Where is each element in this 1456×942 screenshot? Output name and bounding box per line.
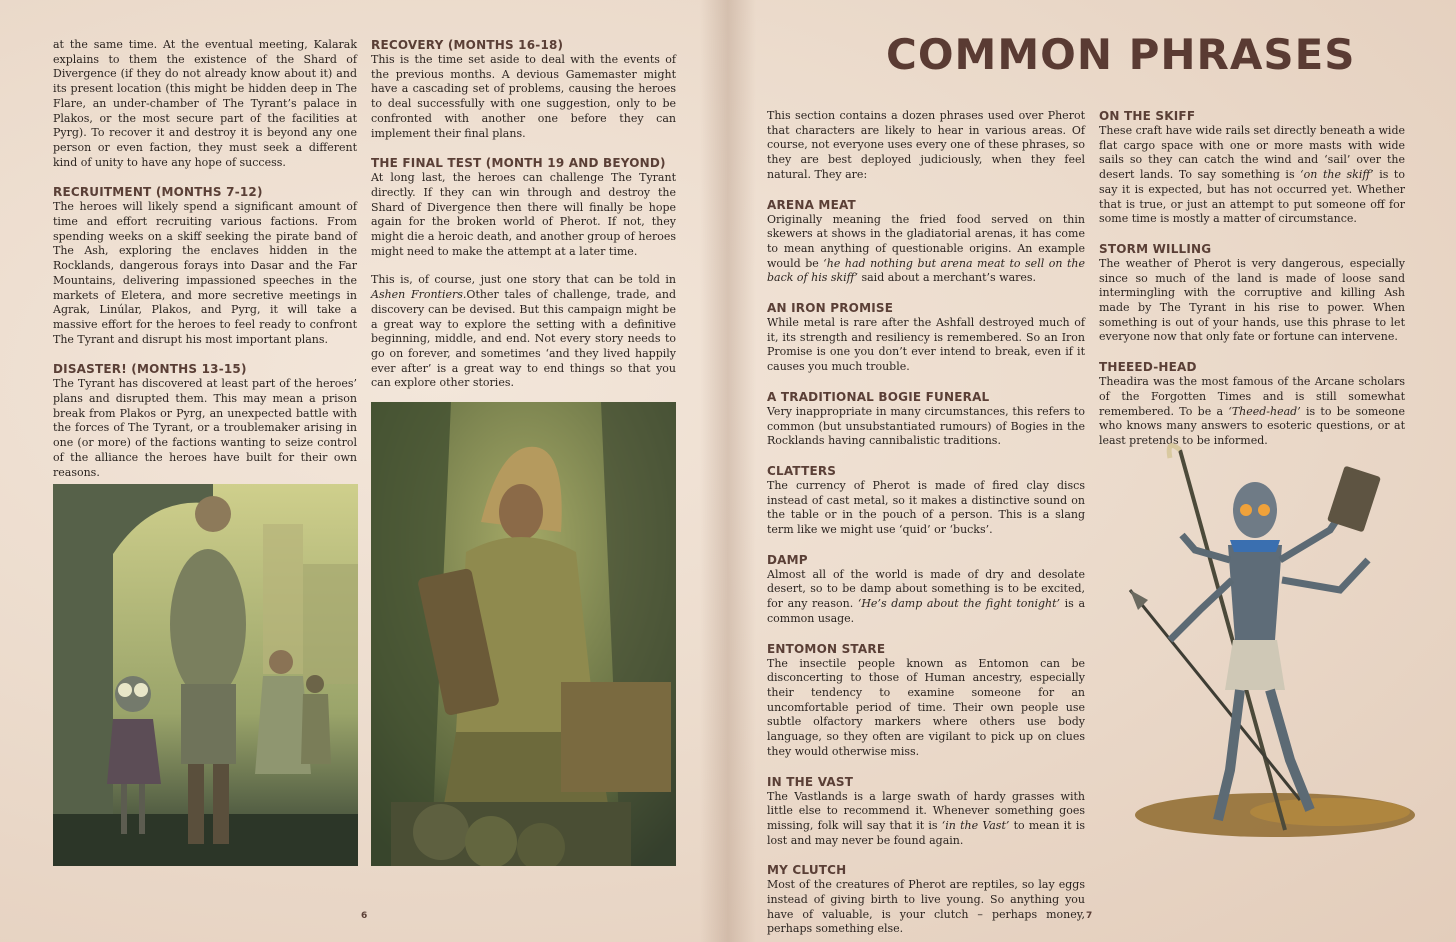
left-column-2 xyxy=(371,38,676,391)
phrase-heading-theeed-head: THEEED-HEAD xyxy=(1099,360,1197,375)
paragraph: Originally meaning the fried food served on thin skewers at shows in the gladiatorial arenas, it has come to mean anything of questionable origins. An example would be ‘he had nothing but arena meat to sell on the back of his skiff’ said about a merchant’s wares. xyxy=(767,212,1085,285)
phrase-heading-arena-meat: ARENA MEAT xyxy=(767,197,856,212)
section-heading-disaster: DISASTER! (MONTHS 13-15) xyxy=(53,362,247,377)
section-heading-recruitment: RECRUITMENT (MONTHS 7-12) xyxy=(53,185,263,200)
paragraph: The currency of Pherot is made of fired clay discs instead of cast metal, so it makes a distinctive sound on the table or in the pouch of a person. This is a slang term like we might use ‘quid’ or ‘bucks’. xyxy=(767,478,1085,537)
phrase-heading-in-the-vast: IN THE VAST xyxy=(767,774,854,789)
paragraph: The Vastlands is a large swath of hardy grasses with little else to recommend it. Whenever something goes missing, folk will say that it is ‘in the Vast’ to mean it is lost and may never be found again. xyxy=(767,789,1085,847)
paragraph: While metal is rare after the Ashfall destroyed much of it, its strength and resiliency is remembered. So an Iron Promise is one you don’t ever intend to break, even if it causes you much trouble. xyxy=(767,316,1085,374)
phrase-heading-iron-promise: AN IRON PROMISE xyxy=(767,301,894,316)
paragraph: Almost all of the world is made of dry and desolate desert, so to be damp about something is to be excited, for any reason. ‘He’s damp about the fight tonight’ is a common usage. xyxy=(767,567,1085,625)
page-number-left: 6 xyxy=(361,911,368,921)
illustration-hooded-scholar xyxy=(371,402,676,866)
paragraph: This section contains a dozen phrases used over Pherot that characters are likely to hear in various areas. Of course, not everyone uses every one of these phrases, so they are best deployed judiciously, when they feel natural. They are: xyxy=(767,109,1085,181)
paragraph: The insectile people known as Entomon can be disconcerting to those of Human ancestry, especially their tendency to examine someone for an uncomfortable period of time. Their own people use subtle olfactory markers where others use body language, so they often are vigilant to pick up on clues they would otherwise miss. xyxy=(767,656,1085,758)
paragraph: at the same time. At the eventual meeting, Kalarak explains to them the existence of the Shard of Divergence (if they do not already know about it) and its present location (this might be hidden deep in The Flare, an under-chamber of The Tyrant’s palace in Plakos, or the most secure part of the facilities at Pyrg). To recover it and destroy it is beyond any one person or even faction, they must seek a different kind of unity to have any hope of success. xyxy=(53,38,357,169)
phrase-heading-damp: DAMP xyxy=(767,552,808,567)
book-gutter xyxy=(700,0,756,942)
paragraph: The heroes will likely spend a significant amount of time and effort recruiting various factions. From spending weeks on a skiff seeking the pirate band of The Ash, exploring the enclaves hidden in the Rocklands, dangerous forays into Dasar and the Far Mountains, delivering impassioned speeches in the markets of Eletera, and more secretive meetings in Agrak, Linúlar, Plakos, and Pyrg, it will take a massive effort for the heroes to feel ready to confront The Tyrant and disrupt his most important plans. xyxy=(53,200,357,346)
illustration-heroes-at-doorway xyxy=(53,484,358,866)
page-number-right: 7 xyxy=(1086,911,1093,921)
paragraph: This is the time set aside to deal with the events of the previous months. A devious Gamemaster might have a cascading set of problems, causing the heroes to deal successfully with one suggestion, only to be confronted with another one before they can implement their final plans. xyxy=(371,53,676,140)
paragraph: The weather of Pherot is very dangerous, especially since so much of the land is made of loose sand intermingling with the corruptive and killing Ash made by The Tyrant in his rise to power. When something is out of your hands, use this phrase to let everyone now that only fate or fortune can intervene. xyxy=(1099,256,1405,344)
phrase-heading-entomon-stare: ENTOMON STARE xyxy=(767,641,886,656)
phrase-heading-my-clutch: MY CLUTCH xyxy=(767,863,847,878)
page-title: COMMON PHRASES xyxy=(886,30,1356,79)
section-heading-recovery: RECOVERY (MONTHS 16-18) xyxy=(371,38,564,52)
paragraph: Theadira was the most famous of the Arcane scholars of the Forgotten Times and is still somewhat remembered. To be a ‘Theed-head’ is to be someone who knows many answers to esoteric questions, or at least pretends to be informed. xyxy=(1099,375,1406,447)
phrase-heading-bogie-funeral: A TRADITIONAL BOGIE FUNERAL xyxy=(767,389,990,404)
phrase-heading-clatters: CLATTERS xyxy=(767,463,837,478)
right-column-2 xyxy=(1099,109,1405,449)
paragraph: At long last, the heroes can challenge The Tyrant directly. If they can win through and destroy the Shard of Divergence then there will finally be hope again for the broken world of Pherot. If not, they might die a heroic death, and another group of heroes might need to make the attempt at a later time. xyxy=(371,171,676,258)
paragraph: Very inappropriate in many circumstances, this refers to common (but unsubstantiated rumours) of Bogies in the Rocklands having cannibalistic traditions. xyxy=(767,404,1085,448)
phrase-heading-on-the-skiff: ON THE SKIFF xyxy=(1099,109,1196,123)
phrase-heading-storm-willing: STORM WILLING xyxy=(1099,241,1212,256)
paragraph: Most of the creatures of Pherot are reptiles, so lay eggs instead of giving birth to live young. So anything you have of valuable, is your clutch – perhaps money, perhaps something else. xyxy=(767,878,1085,936)
paragraph: The Tyrant has discovered at least part of the heroes’ plans and disrupted them. This may mean a prison break from Plakos or Pyrg, an unexpected battle with the forces of The Tyrant, or a troublemaker arising in one (or more) of the factions wanting to seize control of the alliance the heroes have built for their own reasons. xyxy=(53,377,357,479)
paragraph: These craft have wide rails set directly beneath a wide flat cargo space with one or more masts with wide sails so they can catch the wind and ‘sail’ over the desert lands. To say something is ‘on the skiff’ is to say it is expected, but has not occurred yet. Whether that is true, or just an attempt to put someone off for some time is mostly a matter of circumstance. xyxy=(1099,124,1405,226)
illustration-entomon-creature xyxy=(1100,440,1430,840)
left-column-1 xyxy=(53,38,357,480)
paragraph-closing: This is, of course, just one story that can be told in Ashen Frontiers.Other tales of challenge, trade, and discovery can be devised. But this campaign might be a great way to explore the setting with a definitive beginning, middle, and end. Not every story needs to go on forever, and sometimes ‘and they lived happily ever after’ is a great way to end things so that you can explore other stories. xyxy=(371,273,676,390)
right-column-1 xyxy=(767,109,1085,937)
section-heading-final-test: THE FINAL TEST (MONTH 19 AND BEYOND) xyxy=(371,156,666,171)
